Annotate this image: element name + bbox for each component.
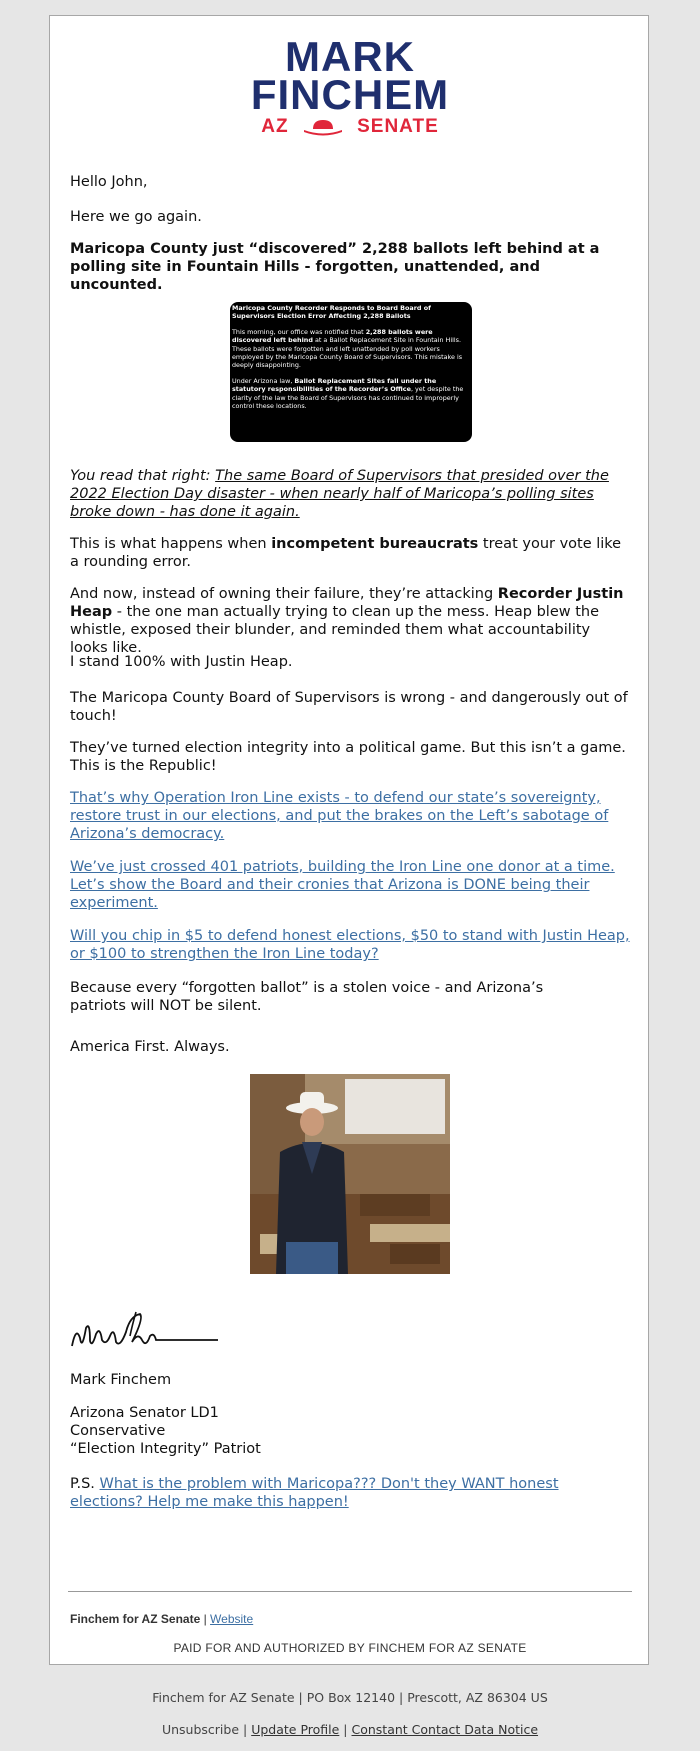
senator-photo xyxy=(250,1074,450,1274)
footer-org-line: Finchem for AZ Senate | Website xyxy=(70,1612,254,1626)
cowboy-hat-icon xyxy=(303,117,343,137)
logo-mark: MARK xyxy=(285,33,415,80)
ps-text: P.S. What is the problem with Maricopa??? Don't they WANT honest elections? Help me make this happen! xyxy=(70,1476,559,1510)
headline: Maricopa County just “discovered” 2,288 ballots left behind at a polling site in Fountain Hills - forgotten, unattended, and uncounted. xyxy=(70,241,600,293)
paid-for-disclaimer: PAID FOR AND AUTHORIZED BY FINCHEM FOR AZ SENATE xyxy=(173,1641,527,1655)
footer-org: Finchem for AZ Senate xyxy=(70,1612,201,1626)
logo-senate: SENATE xyxy=(357,116,439,137)
iron-line-link[interactable]: That’s why Operation Iron Line exists - to defend our state’s sovereignty, restore trust in our elections, and put the brakes on the Left’s sabotage of Arizona’s democracy. xyxy=(70,790,609,842)
signature-image xyxy=(70,1296,220,1361)
intro-text: Here we go again. xyxy=(70,209,202,225)
donate-link[interactable]: Will you chip in $5 to defend honest elections, $50 to stand with Justin Heap, or $100 to strengthen the Iron Line today? xyxy=(70,928,630,962)
logo-az: AZ xyxy=(261,116,289,137)
america-first-text: America First. Always. xyxy=(70,1039,230,1055)
game-text: They’ve turned election integrity into a political game. But this isn’t a game. This is the Republic! xyxy=(70,740,626,774)
update-profile-link[interactable]: Update Profile xyxy=(251,1722,340,1737)
tweet-screenshot xyxy=(230,302,472,442)
wrong-text: The Maricopa County Board of Supervisors is wrong - and dangerously out of touch! xyxy=(70,690,628,724)
footer-divider xyxy=(68,1591,632,1592)
stand-text: I stand 100% with Justin Heap. xyxy=(70,654,293,670)
logo-finchem: FINCHEM xyxy=(250,71,450,118)
tweet-paragraph-2: Under Arizona law, Ballot Replacement Sites fall under the statutory responsibilities of the Recorder’s Office, yet despite the clarity of the law the Board of Supervisors has continued to improperly control these locations. xyxy=(232,376,464,411)
website-link[interactable]: Website xyxy=(210,1612,254,1626)
email-card xyxy=(49,15,649,1665)
logo-az-senate xyxy=(50,116,650,138)
footer-links: Unsubscribe | Update Profile | Constant Contact Data Notice xyxy=(161,1722,539,1737)
forgotten-ballot-text: Because every “forgotten ballot” is a stolen voice - and Arizona’s patriots will NOT be silent. xyxy=(70,980,544,1014)
mailing-address: Finchem for AZ Senate | PO Box 12140 | Prescott, AZ 86304 US xyxy=(152,1690,548,1705)
patriots-link[interactable]: We’ve just crossed 401 patriots, building the Iron Line one donor at a time. Let’s show the Board and their cronies that Arizona is DONE being their experiment. xyxy=(70,859,615,911)
incompetent-text: This is what happens when incompetent bureaucrats treat your vote like a rounding error. xyxy=(70,536,622,570)
read-right-text: You read that right: The same Board of Supervisors that presided over the 2022 Election Day disaster - when nearly half of Maricopa’s polling sites broke down - has done it again. xyxy=(70,468,609,520)
data-notice-link[interactable]: Constant Contact Data Notice xyxy=(351,1722,539,1737)
signature-name: Mark Finchem xyxy=(70,1372,172,1388)
attack-text: And now, instead of owning their failure, they’re attacking Recorder Justin Heap - the one man actually trying to clean up the mess. Heap blew the whistle, exposed their blunder, and reminded them what accountability looks like. xyxy=(70,586,624,656)
title-line-2: Conservative xyxy=(70,1423,166,1439)
title-line-1: Arizona Senator LD1 xyxy=(70,1405,219,1421)
tweet-title: Maricopa County Recorder Responds to Board Board of Supervisors Election Error Affecting 2,288 Ballots xyxy=(232,304,431,321)
title-line-3: “Election Integrity” Patriot xyxy=(70,1441,261,1457)
ps-link[interactable]: What is the problem with Maricopa??? Don't they WANT honest elections? Help me make this happen! xyxy=(70,1476,559,1510)
greeting: Hello John, xyxy=(70,174,148,190)
unsubscribe-link[interactable]: Unsubscribe xyxy=(161,1722,240,1737)
tweet-paragraph-1: This morning, our office was notified that 2,288 ballots were discovered left behind at a Ballot Replacement Site in Fountain Hills. These ballots were forgotten and left unattended by poll workers employed by the Maricopa County Board of Supervisors. This mistake is deeply disappointing. xyxy=(232,327,463,370)
